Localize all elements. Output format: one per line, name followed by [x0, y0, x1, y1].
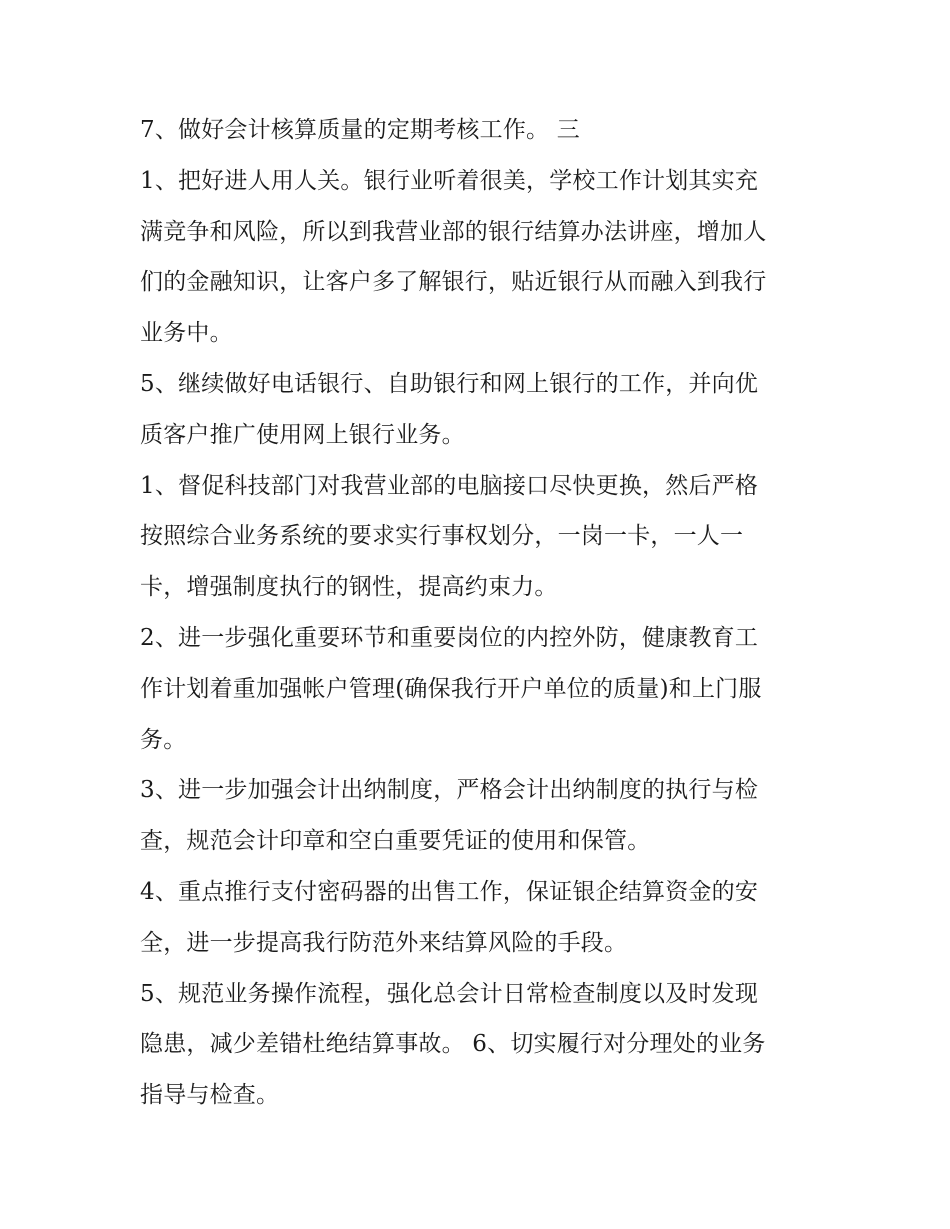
text-line: 质客户推广使用网上银行业务。 — [140, 421, 465, 448]
text-line: 5、继续做好电话银行、自助银行和网上银行的工作，并向优 — [140, 370, 759, 397]
text-line: 全，进一步提高我行防范外来结算风险的手段。 — [140, 929, 628, 956]
text-line: 7、做好会计核算质量的定期考核工作。 三 — [140, 117, 580, 143]
text-line: 作计划着重加强帐户管理(确保我行开户单位的质量)和上门服 — [140, 675, 762, 702]
text-line: 指导与检查。 — [140, 1082, 280, 1109]
text-line: 4、重点推行支付密码器的出售工作，保证银企结算资金的安 — [140, 878, 759, 905]
text-line: 1、把好进人用人关。银行业听着很美，学校工作计划其实充 — [140, 167, 759, 194]
text-line: 3、进一步加强会计出纳制度，严格会计出纳制度的执行与检 — [140, 777, 759, 804]
text-line: 满竞争和风险，所以到我营业部的银行结算办法讲座，增加人 — [140, 218, 767, 245]
document-body — [140, 105, 820, 1121]
text-line: 2、进一步强化重要环节和重要岗位的内控外防，健康教育工 — [140, 624, 759, 651]
text-line: 隐患，减少差错杜绝结算事故。 6、切实履行对分理处的业务 — [140, 1031, 766, 1058]
text-line: 们的金融知识，让客户多了解银行，贴近银行从而融入到我行 — [140, 269, 767, 296]
text-line: 卡，增强制度执行的钢性，提高约束力。 — [140, 574, 558, 601]
text-line: 务。 — [140, 726, 187, 753]
text-line: 按照综合业务系统的要求实行事权划分，一岗一卡，一人一 — [140, 523, 744, 550]
text-line: 查，规范会计印章和空白重要凭证的使用和保管。 — [140, 828, 651, 855]
text-line: 业务中。 — [140, 320, 233, 347]
text-line: 1、督促科技部门对我营业部的电脑接口尽快更换，然后严格 — [140, 472, 759, 499]
text-line: 5、规范业务操作流程，强化总会计日常检查制度以及时发现 — [140, 980, 759, 1007]
